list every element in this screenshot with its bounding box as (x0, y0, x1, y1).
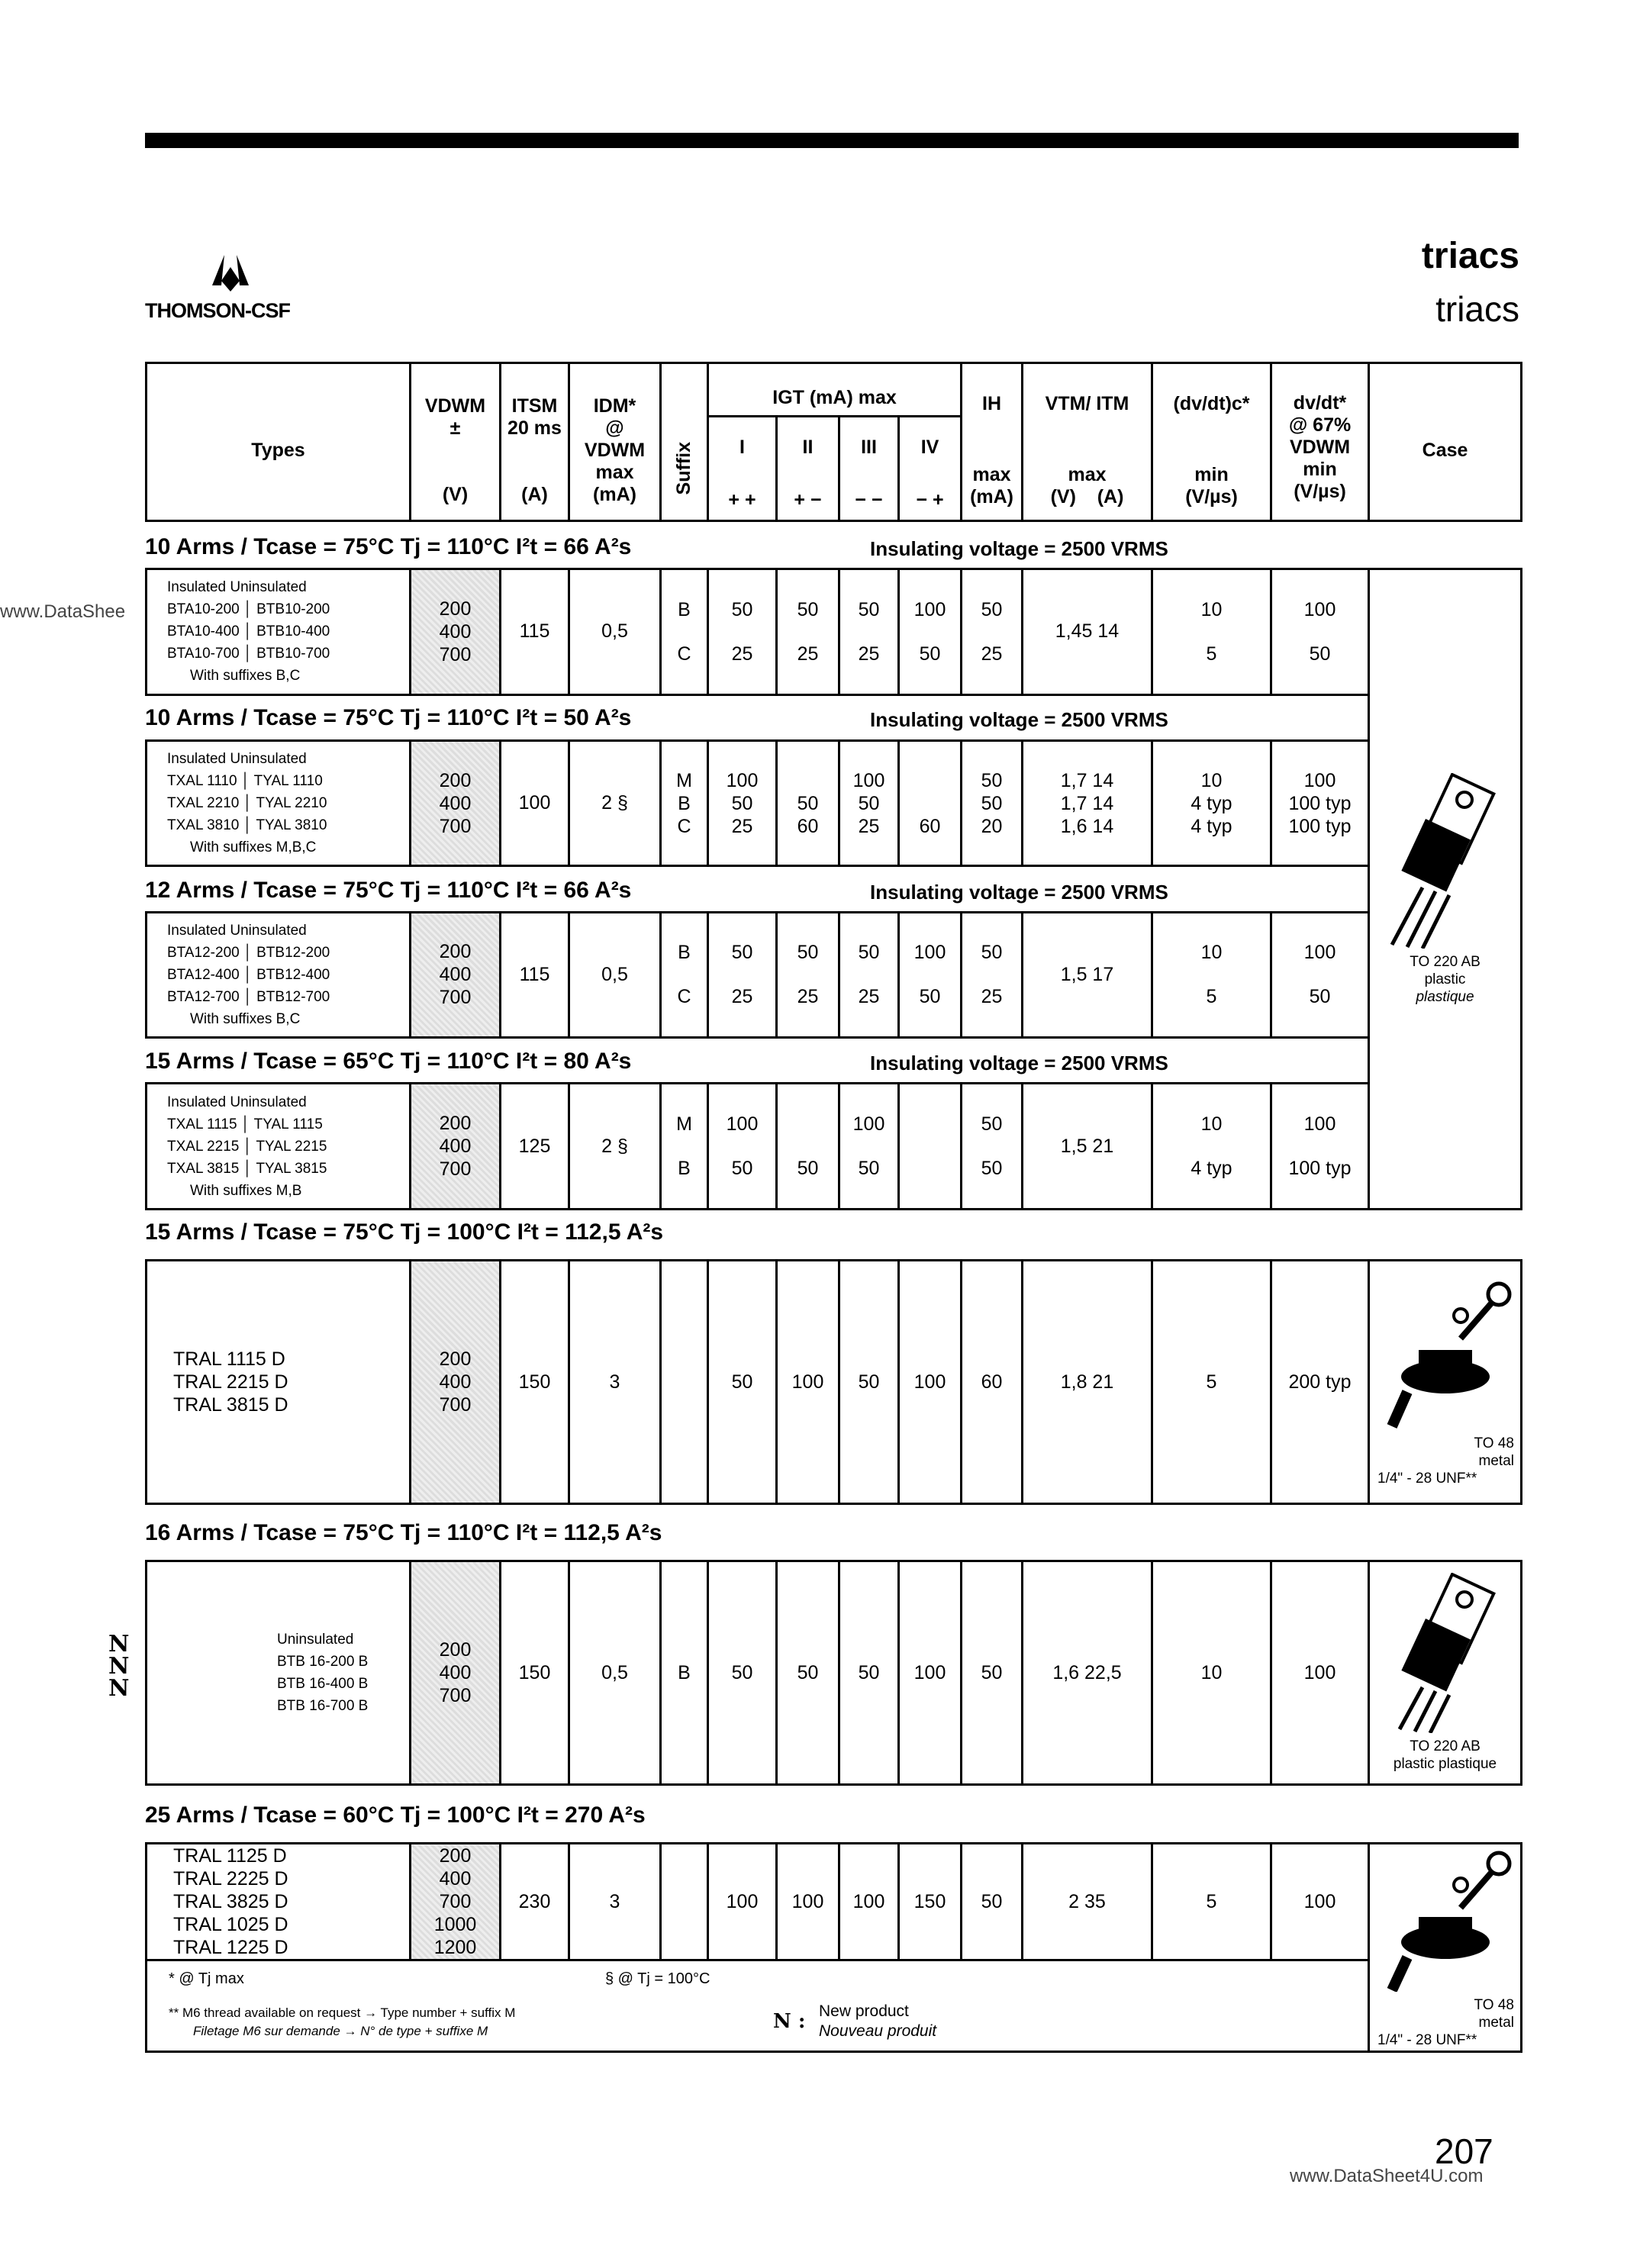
table-row (147, 1561, 1522, 1785)
dvc-cell: 10 5 (1152, 912, 1271, 1038)
hdr-dvc: (dv/dt)c* min (V/µs) (1152, 363, 1271, 521)
header-table (145, 362, 1522, 522)
ih-cell: 50 25 (962, 569, 1023, 695)
idm-cell: 3 (569, 1261, 661, 1504)
new-product-side-mark: N N N (108, 1631, 130, 1702)
footnotes-cell (147, 1960, 1369, 2052)
table-row (147, 569, 1522, 695)
top-rule (145, 133, 1519, 148)
ih-cell: 50 50 20 (962, 740, 1023, 866)
dvc-cell: 5 (1152, 1261, 1271, 1504)
section-gap (147, 866, 1522, 912)
q2-cell: 100 (777, 1261, 839, 1504)
vtm-cell: 1,45 14 (1023, 569, 1152, 695)
hdr-types: Types (147, 363, 411, 521)
ih-cell: 50 25 (962, 912, 1023, 1038)
vdwm-cell: 200 400 700 (411, 569, 501, 695)
dvdt-cell: 100 50 (1271, 569, 1369, 695)
q2-cell: 50 60 (777, 740, 839, 866)
vtm-cell: 1,8 21 (1023, 1261, 1152, 1504)
dvdt-cell: 100 50 (1271, 912, 1369, 1038)
footnote-row (147, 1960, 1522, 2052)
vdwm-cell: 200 400 700 1000 1200 (411, 1844, 501, 1960)
types-cell: Uninsulated BTB 16-200 B BTB 16-400 B BTB 16-700 B (147, 1561, 411, 1785)
footnote-tj100: § @ Tj = 100°C (605, 1970, 710, 1987)
vtm-cell: 1,5 21 (1023, 1084, 1152, 1210)
hdr-q2: II + − (777, 417, 839, 521)
suffix-cell (661, 1844, 708, 1960)
dvdt-cell: 100 (1271, 1561, 1369, 1785)
hdr-idm: IDM* @ VDWM max (mA) (569, 363, 661, 521)
spec-table-16a-btb (145, 1560, 1522, 1786)
vtm-cell: 1,7 14 1,7 14 1,6 14 (1023, 740, 1152, 866)
types-cell: Insulated Uninsulated TXAL 1110 │ TYAL 1110 TXAL 2210 │ TYAL 2210 TXAL 3810 │ TYAL 3810 With suffixes M,B,C (147, 740, 411, 866)
thomson-logo-icon (208, 252, 253, 295)
to48-stud-icon (1384, 1277, 1514, 1430)
q3-cell: 100 50 (839, 1084, 899, 1210)
q3-cell: 50 25 (839, 569, 899, 695)
section-heading: 10 Arms / Tcase = 75°C Tj = 110°C I²t = 50 A²s Insulating voltage = 2500 VRMS (145, 705, 1168, 731)
suffix-cell (661, 1261, 708, 1504)
suffix-cell: B (661, 1561, 708, 1785)
vtm-cell: 2 35 (1023, 1844, 1152, 1960)
dvc-cell: 5 (1152, 1844, 1271, 1960)
page-title: triacs (1421, 236, 1519, 276)
q4-cell: 60 (899, 740, 962, 866)
q4-cell: 100 (899, 1261, 962, 1504)
itsm-cell: 115 (501, 912, 569, 1038)
hdr-suffix: Suffix (661, 363, 708, 521)
idm-cell: 0,5 (569, 1561, 661, 1785)
brand-name: THOMSON-CSF (145, 299, 290, 322)
hdr-q1: I + + (708, 417, 777, 521)
watermark: www.DataSheet4U.com (1290, 2166, 1484, 2186)
q2-cell: 50 25 (777, 569, 839, 695)
q3-cell: 100 50 25 (839, 740, 899, 866)
q3-cell: 100 (839, 1844, 899, 1960)
q1-cell: 100 (708, 1844, 777, 1960)
q3-cell: 50 25 (839, 912, 899, 1038)
new-product-mark: N : (773, 2010, 806, 2033)
itsm-cell: 100 (501, 740, 569, 866)
watermark-left: www.DataShee (0, 601, 126, 622)
spec-table-25a-tral (145, 1842, 1522, 2053)
case-cell-to48: TO 48 metal 1/4" - 28 UNF** (1369, 1261, 1522, 1504)
dvdt-cell: 100 (1271, 1844, 1369, 1960)
section-heading: 15 Arms / Tcase = 65°C Tj = 110°C I²t = 80 A²s Insulating voltage = 2500 VRMS (145, 1049, 1168, 1074)
case-cell-to48: TO 48 metal 1/4" - 28 UNF** (1369, 1844, 1522, 2052)
types-cell: TRAL 1115 D TRAL 2215 D TRAL 3815 D (147, 1261, 411, 1504)
vdwm-cell: 200 400 700 (411, 912, 501, 1038)
types-cell: TRAL 1125 D TRAL 2225 D TRAL 3825 D TRAL 1025 D TRAL 1225 D (147, 1844, 411, 1960)
section-heading: 10 Arms / Tcase = 75°C Tj = 110°C I²t = 66 A²s Insulating voltage = 2500 VRMS (145, 534, 1168, 560)
footnote-m6-fr: Filetage M6 sur demande → N° de type + suffixe M (193, 2024, 488, 2038)
dvdt-cell: 200 typ (1271, 1261, 1369, 1504)
q2-cell: 50 25 (777, 912, 839, 1038)
ih-cell: 50 50 (962, 1084, 1023, 1210)
q1-cell: 50 25 (708, 569, 777, 695)
q3-cell: 50 (839, 1261, 899, 1504)
q4-cell: 100 50 (899, 912, 962, 1038)
dvc-cell: 10 5 (1152, 569, 1271, 695)
idm-cell: 2 § (569, 740, 661, 866)
hdr-case: Case (1369, 363, 1522, 521)
page-title-fr: triacs (1435, 289, 1519, 329)
table-row (147, 912, 1522, 1038)
hdr-dvdt: dv/dt* @ 67% VDWM min (V/µs) (1271, 363, 1369, 521)
table-row (147, 1261, 1522, 1504)
q1-cell: 50 (708, 1561, 777, 1785)
new-product-fr: Nouveau produit (819, 2022, 937, 2040)
suffix-cell: B C (661, 912, 708, 1038)
case-cell-to220: TO 220 AB plastic plastique (1369, 569, 1522, 1210)
ih-cell: 50 (962, 1561, 1023, 1785)
dvc-cell: 10 4 typ 4 typ (1152, 740, 1271, 866)
types-cell: Insulated Uninsulated TXAL 1115 │ TYAL 1115 TXAL 2215 │ TYAL 2215 TXAL 3815 │ TYAL 3815 With suffixes M,B (147, 1084, 411, 1210)
idm-cell: 0,5 (569, 912, 661, 1038)
spec-table-insulated (145, 568, 1522, 1210)
to48-stud-icon (1384, 1847, 1514, 1992)
hdr-igt: IGT (mA) max (708, 363, 962, 417)
section-heading: 16 Arms / Tcase = 75°C Tj = 110°C I²t = 112,5 A²s (145, 1520, 662, 1545)
dvdt-cell: 100 100 typ (1271, 1084, 1369, 1210)
q2-cell: 50 (777, 1084, 839, 1210)
vdwm-cell: 200 400 700 (411, 1084, 501, 1210)
dvc-cell: 10 (1152, 1561, 1271, 1785)
suffix-cell: B C (661, 569, 708, 695)
dvdt-cell: 100 100 typ 100 typ (1271, 740, 1369, 866)
new-product-en: New product (819, 2002, 909, 2020)
idm-cell: 3 (569, 1844, 661, 1960)
vtm-cell: 1,5 17 (1023, 912, 1152, 1038)
hdr-q4: IV − + (899, 417, 962, 521)
q2-cell: 50 (777, 1561, 839, 1785)
vdwm-cell: 200 400 700 (411, 740, 501, 866)
q1-cell: 100 50 25 (708, 740, 777, 866)
q4-cell: 150 (899, 1844, 962, 1960)
hdr-itsm: ITSM 20 ms (A) (501, 363, 569, 521)
idm-cell: 2 § (569, 1084, 661, 1210)
section-gap (147, 1038, 1522, 1084)
section-heading: 12 Arms / Tcase = 75°C Tj = 110°C I²t = 66 A²s Insulating voltage = 2500 VRMS (145, 878, 1168, 904)
table-row (147, 1844, 1522, 1960)
hdr-vdwm: VDWM ± (V) (411, 363, 501, 521)
q1-cell: 50 (708, 1261, 777, 1504)
case-cell-to220: TO 220 AB plastic plastique (1369, 1561, 1522, 1785)
types-cell: Insulated Uninsulated BTA10-200 │ BTB10-200 BTA10-400 │ BTB10-400 BTA10-700 │ BTB10-700 With suffixes B,C (147, 569, 411, 695)
section-heading: 15 Arms / Tcase = 75°C Tj = 100°C I²t = 112,5 A²s (145, 1219, 664, 1245)
suffix-cell: M B C (661, 740, 708, 866)
hdr-ih: IH max (mA) (962, 363, 1023, 521)
q3-cell: 50 (839, 1561, 899, 1785)
vdwm-cell: 200 400 700 (411, 1561, 501, 1785)
itsm-cell: 115 (501, 569, 569, 695)
ih-cell: 50 (962, 1844, 1023, 1960)
dvc-cell: 10 4 typ (1152, 1084, 1271, 1210)
q4-cell (899, 1084, 962, 1210)
section-gap (147, 694, 1522, 740)
q2-cell: 100 (777, 1844, 839, 1960)
vtm-cell: 1,6 22,5 (1023, 1561, 1152, 1785)
spec-table-15a-tral (145, 1259, 1522, 1505)
to220-package-icon (1388, 773, 1503, 949)
itsm-cell: 150 (501, 1261, 569, 1504)
to220-package-icon (1388, 1573, 1503, 1733)
q4-cell: 100 50 (899, 569, 962, 695)
q1-cell: 50 25 (708, 912, 777, 1038)
hdr-vtm: VTM/ ITM max (V) (A) (1023, 363, 1152, 521)
section-heading: 25 Arms / Tcase = 60°C Tj = 100°C I²t = 270 A²s (145, 1802, 646, 1828)
hdr-q3: III − − (839, 417, 899, 521)
ih-cell: 60 (962, 1261, 1023, 1504)
q1-cell: 100 50 (708, 1084, 777, 1210)
types-cell: Insulated Uninsulated BTA12-200 │ BTB12-200 BTA12-400 │ BTB12-400 BTA12-700 │ BTB12-700 With suffixes B,C (147, 912, 411, 1038)
itsm-cell: 230 (501, 1844, 569, 1960)
itsm-cell: 150 (501, 1561, 569, 1785)
table-row (147, 1084, 1522, 1210)
footnote-tj: * @ Tj max (169, 1970, 244, 1987)
idm-cell: 0,5 (569, 569, 661, 695)
table-row (147, 740, 1522, 866)
thomson-logo (145, 252, 290, 323)
itsm-cell: 125 (501, 1084, 569, 1210)
q4-cell: 100 (899, 1561, 962, 1785)
vdwm-cell: 200 400 700 (411, 1261, 501, 1504)
footnote-m6-en: ** M6 thread available on request → Type number + suffix M (169, 2005, 516, 2020)
page-number: 207 (1435, 2131, 1493, 2171)
suffix-cell: M B (661, 1084, 708, 1210)
